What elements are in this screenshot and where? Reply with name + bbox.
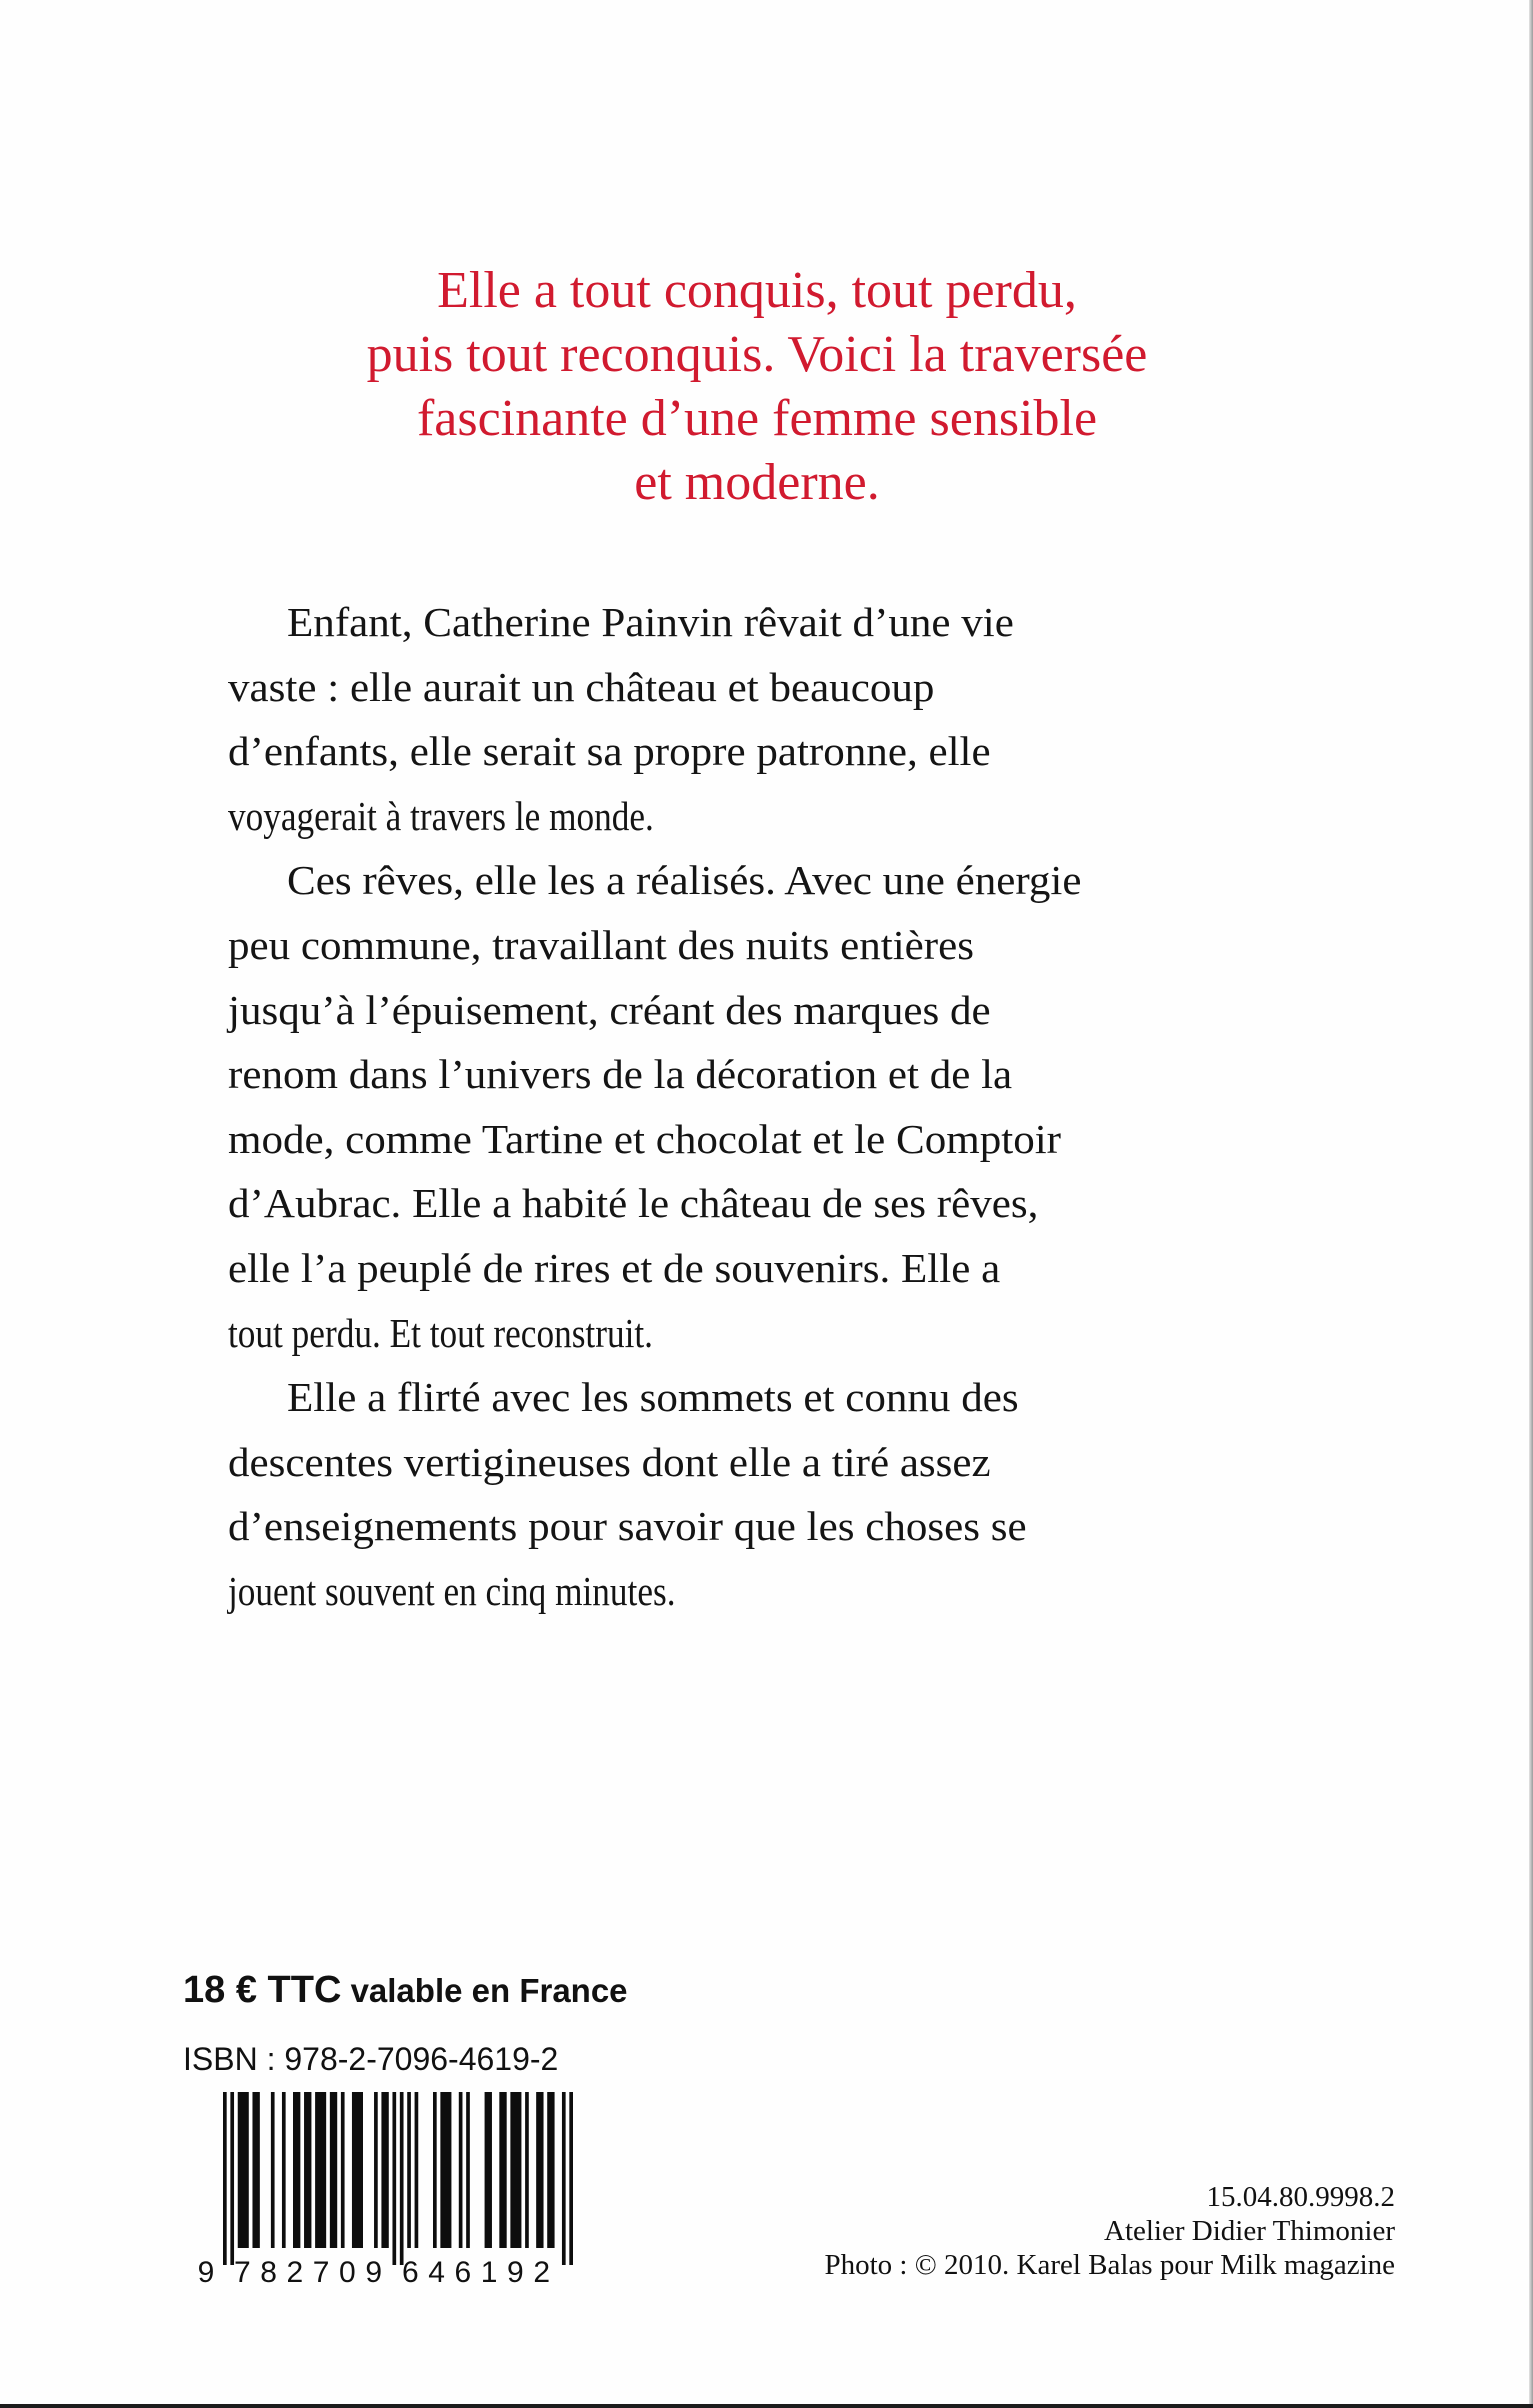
barcode-bar: [485, 2092, 492, 2248]
barcode-bar: [536, 2092, 543, 2248]
headline-line: puis tout reconquis. Voici la traversée: [366, 326, 1148, 383]
body-line-text: jouent souvent en cinq minutes.: [228, 1567, 676, 1614]
price-label: [183, 1970, 628, 2011]
body-line-text: Enfant, Catherine Painvin rêvait d’une vie: [287, 599, 1014, 645]
barcode-bars: [223, 2092, 573, 2265]
body-line: [228, 1171, 1288, 1236]
barcode-bar: [252, 2092, 259, 2248]
barcode-left-digits: 782709: [234, 2256, 382, 2288]
body-line-text: vaste : elle aurait un château et beaucoup: [228, 663, 935, 710]
barcode-bar: [330, 2092, 337, 2248]
body-line: [228, 1042, 1288, 1107]
barcode-bar: [407, 2092, 411, 2248]
barcode-bar: [341, 2092, 345, 2248]
body-line: [228, 1430, 1288, 1495]
body-line-text: voyagerait à travers le monde.: [228, 792, 654, 839]
body-line: [228, 1559, 1288, 1624]
isbn-label: ISBN : 978-2-7096-4619-2: [183, 2041, 559, 2077]
scan-edge-right: [1529, 0, 1533, 2408]
barcode-first-digit: 9: [197, 2256, 215, 2288]
paragraph-3: [228, 1365, 1288, 1623]
scan-edge-bottom: [0, 2404, 1533, 2408]
barcode-guard-bar: [223, 2092, 227, 2265]
isbn-barcode: [190, 2088, 590, 2288]
price-note: valable en France: [350, 1972, 628, 2009]
paragraph-2: [228, 848, 1288, 1365]
body-line-text: elle l’a peuplé de rires et de souvenirs. Elle a: [228, 1244, 1001, 1291]
barcode-bar: [459, 2092, 463, 2248]
barcode-bar: [352, 2092, 363, 2248]
barcode-guard-bar: [392, 2092, 396, 2265]
barcode-bar: [374, 2092, 378, 2248]
body-line: [228, 784, 1288, 849]
blurb-headline: [200, 259, 1314, 515]
body-line: [228, 1365, 1288, 1430]
body-line-text: Elle a flirté avec les sommets et connu des: [287, 1374, 1019, 1421]
photo-credit: Photo : © 2010. Karel Balas pour Milk magazine: [824, 2249, 1395, 2281]
barcode-bar: [525, 2092, 529, 2248]
body-line-text: renom dans l’univers de la décoration et de la: [228, 1051, 1013, 1098]
body-line: [228, 1494, 1288, 1559]
headline-line: fascinante d’une femme sensible: [416, 390, 1098, 447]
body-line: [228, 1107, 1288, 1172]
body-line-text: mode, comme Tartine et chocolat et le Comptoir: [228, 1115, 1062, 1162]
barcode-bar: [304, 2092, 311, 2248]
barcode-bar: [271, 2092, 275, 2248]
body-line-text: Ces rêves, elle les a réalisés. Avec une énergie: [287, 857, 1082, 904]
barcode-guard-bar: [569, 2092, 573, 2265]
price-amount: 18 € TTC: [183, 1969, 342, 2011]
barcode-bar: [415, 2092, 419, 2248]
barcode-right-digits: 646192: [402, 2256, 550, 2288]
print-code: 15.04.80.9998.2: [1206, 2181, 1395, 2213]
body-line-text: d’Aubrac. Elle a habité le château de ses rêves,: [228, 1180, 1039, 1227]
barcode-guard-bar: [230, 2092, 234, 2265]
barcode-bar: [547, 2092, 554, 2248]
body-line-text: peu commune, travaillant des nuits entières: [228, 921, 974, 968]
body-line: [228, 913, 1288, 978]
body-line: [228, 655, 1288, 720]
barcode-bar: [381, 2092, 388, 2248]
body-line-text: descentes vertigineuses dont elle a tiré assez: [228, 1438, 991, 1485]
barcode-guard-bar: [400, 2092, 404, 2265]
headline-line: et moderne.: [634, 454, 880, 511]
body-line: [228, 719, 1288, 784]
barcode-bar: [282, 2092, 286, 2248]
barcode-bar: [510, 2092, 521, 2248]
barcode-bar: [499, 2092, 506, 2248]
barcode-bar: [466, 2092, 470, 2248]
barcode-bar: [433, 2092, 437, 2248]
barcode-bar: [238, 2092, 249, 2248]
body-line-text: tout perdu. Et tout reconstruit.: [228, 1309, 654, 1356]
body-line: [228, 1236, 1288, 1301]
body-line-text: jusqu’à l’épuisement, créant des marques de: [228, 986, 991, 1033]
body-line: [228, 1301, 1288, 1366]
body-line: [228, 978, 1288, 1043]
designer-credit: Atelier Didier Thimonier: [1104, 2215, 1395, 2247]
credits: [824, 2180, 1395, 2282]
barcode-bar: [293, 2092, 300, 2248]
blurb-body: [228, 590, 1288, 1624]
barcode-bar: [440, 2092, 451, 2248]
body-line: [228, 848, 1288, 913]
body-line: [228, 590, 1288, 655]
body-line-text: d’enseignements pour savoir que les choses se: [228, 1503, 1027, 1550]
body-line-text: d’enfants, elle serait sa propre patronne, elle: [228, 728, 991, 775]
headline-line: Elle a tout conquis, tout perdu,: [437, 262, 1077, 319]
paragraph-1: [228, 590, 1288, 848]
barcode-guard-bar: [562, 2092, 566, 2265]
barcode-bar: [315, 2092, 326, 2248]
